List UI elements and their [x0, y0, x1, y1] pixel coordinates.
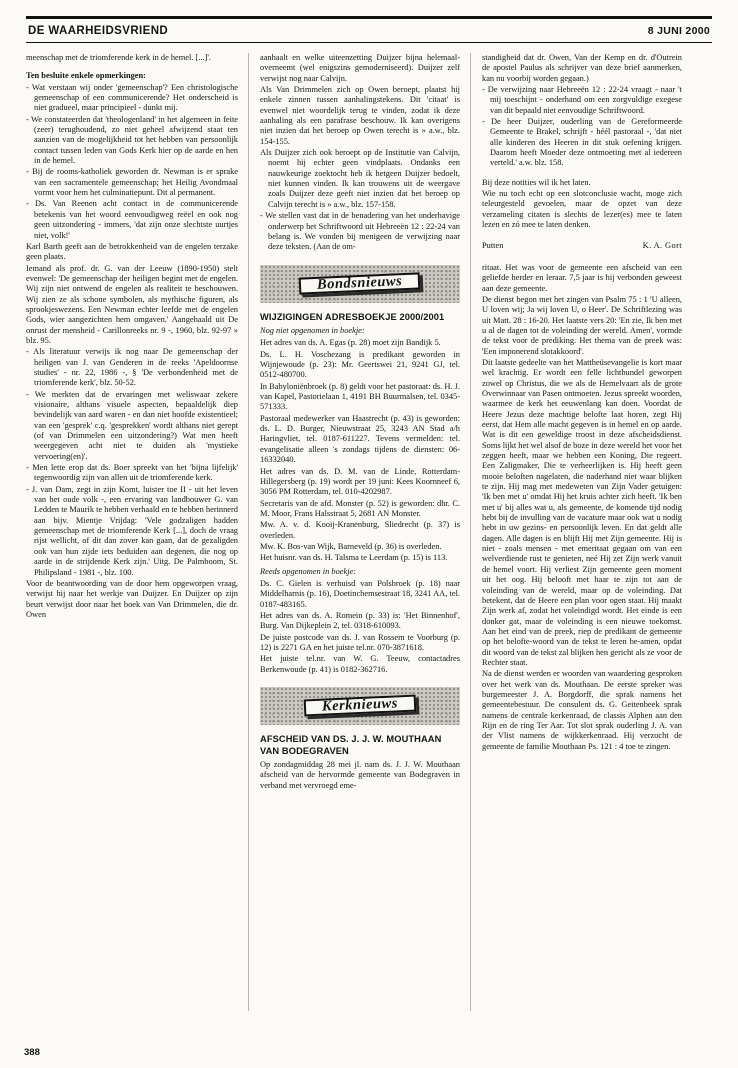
adresboekje-heading: WIJZIGINGEN ADRESBOEKJE 2000/2001	[260, 311, 445, 322]
article-columns	[26, 53, 712, 1011]
column-1	[26, 53, 238, 1011]
afscheid-continuation: Dit laatste gedeelte van het Mattheüsevangelie is kort maar wel krachtig. Er wordt een felle lichtbundel geworpen zowel op Christus, die we als de Hemelvaart als de grote Overwinnaar van Pasen ontmoeten. Jezus spreekt woorden, waarmee de kerk het eeuwenlang kan doen. Voordat de Heere Jezus deze machtige belofte laat horen, zegt Hij eerst, dat Hem alle macht gegeven is in hemel en op aarde. Wat is dit een geweldige troost in deze afscheidsdienst. Soms lijkt het wel alsof de boze in deze wereld het voor het zeggen heeft, maar we hebben een Koning, Die regeert. Een Zaligmaker, Die te verheerlijken is. Hij heeft geen mooie beloften nagelaten, die naderhand niet waar blijken te zijn. Hij mag met medeweten van Zijn Vader getuigen: 'Ik ben met u' omdat Hij het kruis achter zich heeft. 'Ik ben met u' bij alles wat u, als gemeente, de komende tijd nodig hebt bij de invulling van de vacature maar ook wat u nodig hebt in uw gezins- en persoonlijk leven. En dat geldt alle dagen. Alle dagen is en blijft Hij met Zijn gemeente. Hij is niet - zoals mensen - met emeritaat gegaan om van een welverdiende rust te genieten, neé Hij zet Zijn werk vanuit de hemel voort. Hij verliest Zijn gemeente geen moment uit het oog. Hij belooft met haar te zijn tot aan de voleinding van de wereld, maar op de voleinding. Dat betekent, dat de Heere een plan voor ogen staat. Hij maakt Zijn werk af, zodat het voleindigd wordt. Het einde is een donker gat, maar de voleinding is een nieuwe toekomst. Aan het eind van de preek, riep de predikant de gemeente op het belofte-woord van de tekst te leren be-amen, opdat dit woord van de tekst zal blijken hen gericht als ze voor de Rechter staat.	[482, 357, 682, 667]
address-change-item: Het adres van ds. A. Romein (p. 33) is: 'Het Binnenhof', Burg. Van Dijkeplein 2, tel. 0318-610093.	[260, 610, 460, 631]
remark-item: - Bij de rooms-katholiek geworden dr. Newman is er sprake van een sacramentele gemeenschap; het Heilig Avondmaal vormt voor hem het culminatiepunt. Dit al permanent.	[26, 167, 238, 198]
column-3	[470, 53, 682, 1011]
column-2	[248, 53, 460, 1011]
remark-item: - Men lette erop dat ds. Boer spreekt van het 'bijna lijfelijk' tegenwoordig zijn van allen uit de triomferende kerk.	[26, 463, 238, 483]
remark-item: - Ds. Van Reenen acht contact in de communicerende betekenis van het woord eenvoudigweg reëel en ook nog geen uitzondering - immers, 'dat zijn onze slechtste uurtjes niet, volk!'	[26, 199, 238, 240]
article-paragraph: Als Van Drimmelen zich op Owen beroept, plaatst hij enkele zinnen tussen aanhalingstekens. Dit 'citaat' is evenwel niet woordelijk terug te vinden, zodat ik deze aanhaling als een parafrase beschouw. Ik kan overigens niet inzien dat het beroep op Owen terecht is » a.w., blz. 154-155.	[260, 85, 460, 146]
article-paragraph: - De heer Duijzer, ouderling van de Gereformeerde Gemeente te Brakel, schrijft - héél pastoraal -, 'dat niet alle kinderen des Heeren in dit stuk oefening krijgen. Daarom heeft Moeder deze ontmoeting met al iedereen verteld.' a.w. blz. 158.	[482, 117, 682, 168]
signature-name: K. A. Gort	[642, 240, 682, 250]
remark-item: Iemand als prof. dr. G. van der Leeuw (1890-1950) stelt evenwel: 'De gemeenschap der heiligen begint met de engelen. Wij zijn niet ontwend de engelen als realiteit te beschouwen. Wij zien ze als schone symbolen, als mythische figuren, als sprookjeswezens. Een Newman echter leefde met de engelen Gods, wier aangezichten hem omgaven.' Aangehaald uit De onrust der mensheid - Carillonreeks nr. 9 -, 1960, blz. 92-97 » blz. 95.	[26, 263, 238, 345]
remark-item: - Als literatuur verwijs ik nog naar De gemeenschap der heiligen van J. van Genderen in de reeks 'Apeldoornse studies' - nr. 22, 1986 -, § 'De verbondenheid met de triomferende kerk', blz. 50-52.	[26, 347, 238, 388]
masthead	[26, 16, 712, 43]
issue-date: 8 JUNI 2000	[647, 25, 710, 37]
kerknieuws-banner	[260, 687, 460, 725]
address-change-item: Het juiste tel.nr. van W. G. Teeuw, contactadres Berkenwoude (p. 41) is 0182-362716.	[260, 654, 460, 674]
bondsnieuws-banner-label: Bondsnieuws	[299, 272, 421, 295]
address-change-item: Het adres van ds. D. M. van de Linde, Rotterdam-Hillegersberg (p. 19) wordt per 19 juni: Kees Koornneef 6, 3056 PM Rotterdam, tel. 010-4202987.	[260, 466, 460, 497]
publication-title: DE WAARHEIDSVRIEND	[28, 25, 169, 37]
address-change-item: Het huisnr. van ds. H. Talsma te Leerdam (p. 15) is 113.	[260, 553, 448, 563]
signature-row	[482, 241, 682, 251]
article-paragraph: - We stellen vast dat in de benadering van het onderhavige onderwerp het Schriftwoord uit Hebreeën 12 : 22-24 van belang is. We vonden bij menigeen de verwijzing naar deze teksten. (Aan de om-	[260, 211, 460, 252]
remark-item: Karl Barth geeft aan de betrokkenheid van de engelen terzake geen plaats.	[26, 241, 238, 262]
address-change-item: Mw. A. v. d. Kooij-Kranenburg, Sliedrecht (p. 37) is overleden.	[260, 520, 460, 540]
remarks-heading: Ten besluite enkele opmerkingen:	[26, 71, 146, 81]
remark-item: - We constateerden dat 'theologenland' in het algemeen in feite (zeer) terughoudend, zo niet geheel afwijzend staat ten aanzien van de mogelijkheid tot het hebben van persoonlijk contact tussen leden van Gods Kerk hier op de aarde en hen in de hemel.	[26, 114, 238, 166]
article-paragraph: Als Duijzer zich ook beroept op de Institutie van Calvijn, noemt hij echter geen vindplaats. Ondanks een nauwkeurige zoektocht heb ik hetgeen Duijzer bedoelt, niet kunnen vinden. Ik kan trouwens uit de weergave zoals Duijzer deze geeft niet inzien dat het beroep op Calvijn terecht is » a.w., blz. 157-158.	[260, 148, 460, 209]
afscheid-heading: AFSCHEID VAN DS. J. J. W. MOUTHAAN VAN BODEGRAVEN	[260, 734, 442, 756]
closing-paragraph: Bij deze notities wil ik het laten.	[482, 177, 591, 187]
signature-place: Putten	[482, 240, 504, 250]
lead-continuation: meenschap met de triomferende kerk in de hemel. [...]'.	[26, 53, 211, 62]
address-change-item: Ds. C. Gielen is verhuisd van Polsbroek (p. 18) naar Middelharnis (p. 16), Doetinchemsestraat 18, 3241 AA, tel. 0187-483165.	[260, 578, 460, 609]
address-change-item: In Babyloniënbroek (p. 8) geldt voor het pastoraat: ds. H. J. van Kapel, Pastorielaan 1, 4191 BH Buurmalsen, tel. 0345-571333.	[260, 381, 460, 412]
address-change-item: Mw. K. Bos-van Wijk, Barneveld (p. 36) is overleden.	[260, 541, 442, 551]
remark-item: - J. van Dam, zegt in zijn Komt, luister toe II - uit het leven van het oude volk -, een ervaring van landbouwer G. van Ledden te Maurik te hebben verhaald en te hebben herinnerd aan bijv. Mientje Vrijdag: 'Vele godzaligen hadden gemeenschap met de triomferende Kerk [...], doch de vraag rijst wellicht, of dit dan zover kan gaan, dat de gezaligden ook van hun zijde iets beduiden aan degenen, die nog op aarde in de strijdende Kerk zijn.' Uitg. De Palmboom, St. Philipsland - 1981 -, blz. 100.	[26, 484, 238, 577]
address-change-item: Secretaris van de afd. Monster (p. 52) is geworden: dhr. C. M. Moor, Frans Halsstraat 5, 2681 AN Monster.	[260, 498, 460, 518]
remark-item: - Wat verstaan wij onder 'gemeenschap'? Een christologische gemeenschap of een communicerende? Het onderscheid is niet gradueel, maar principieel - dunkt mij.	[26, 82, 238, 113]
already-included-label: Reeds opgenomen in boekje:	[260, 566, 357, 576]
kerknieuws-banner-label: Kerknieuws	[304, 695, 417, 717]
afscheid-continuation: ritaat. Het was voor de gemeente een afscheid van een geliefde herder en leraar. 7,5 jaar is hij verbonden geweest aan deze gemeente.	[482, 262, 682, 293]
afscheid-continuation: De dienst begon met het zingen van Psalm 75 : 1 'U alleen, U loven wij; Ja wij loven U, o Heer'. De Schriftlezing was uit Matt. 28 : 16-20. Het laatste vers 20: 'En zie, Ik ben met u al de dagen tot de voleinding der wereld. Amen', vormde de tekst voor de prediking. Het thema van de preek was: 'Een imponerend slotakkoord'.	[482, 294, 682, 356]
article-paragraph: - De verwijzing naar Hebreeën 12 : 22-24 vraagt - naar 't mij toeschijnt - onderhand om een zorgvuldige exegese van dit bepaald niet eenvoudige Schriftwoord.	[482, 85, 682, 115]
remark-item: - We merkten dat de ervaringen met weliswaar zekere visionaire, althans visuele aspecten, bepaaldelijk diep bevindelijk van aard waren - en dan niet hoofde existentieel; van een 'gesprek' c.q. 'gesprekken' wordt althans niet gerept (of van Drimmelen een uitzondering?) Wat men heeft weergegeven acht niet te duiden als 'mystieke vervoering(en)'.	[26, 389, 238, 461]
article-paragraph: standigheid dat dr. Owen, Van der Kemp en dr. d'Outrein de apostel Paulus als schrijver van deze brief aanmerken, kan nu voorbij worden gegaan.)	[482, 53, 682, 83]
address-change-item: De juiste postcode van ds. J. van Rossem te Voorburg (p. 12) is 2271 GA en het juiste tel.nr. 070-3871618.	[260, 632, 460, 652]
afscheid-paragraph: Op zondagmiddag 28 mei jl. nam ds. J. J. W. Mouthaan afscheid van de hervormde gemeente van Bodegraven in verband met vervroegd eme-	[260, 760, 460, 790]
address-change-item: Het adres van ds. A. Egas (p. 28) moet zijn Bandijk 5.	[260, 338, 441, 348]
afscheid-continuation: Na de dienst werden er woorden van waardering gesproken over het werk van ds. Mouthaan. De eerste spreker was burgemeester J. A. Borgdorff, die sprak namens het gemeentebestuur. De consulent ds. G. Geitenbeek sprak namens de centrale kerkenraad, de classis Alphen aan den Rijn en de ring Ter Aar. Tot slot sprak ouderling J. A. van der Vlist namens de wijkkerkenraad. Hij verzocht de gemeente de familie Mouthaan Ps. 121 : 4 toe te zingen.	[482, 669, 682, 751]
bondsnieuws-banner	[260, 265, 460, 303]
closing-paragraph: Wie nu toch echt op een slotconclusie wacht, moge zich teleurgesteld gevoelen, maar de opzet van deze verzameling citaten is slechts de lezer(es) mee te laten lezen en zó mee te laten denken.	[482, 189, 682, 230]
not-yet-included-label: Nog niet opgenomen in boekje:	[260, 326, 365, 336]
address-change-item: Pastoraal medewerker van Haastrecht (p. 43) is geworden: ds. L. D. Burger, Nieuwstraat 25, 3243 AN Stad a/h Haringvliet, tel. 0187-611227. Tevens vermelden: tel. evangelisatie alleen 's zondags tijdens de diensten: 06-16332040.	[260, 413, 460, 465]
page-number: 388	[24, 1047, 40, 1058]
remark-item: Voor de beantwoording van de door hem opgeworpen vraag, verwijst hij naar het werkje van Duijzer. En Duijzer op zijn beurt verwijst door naar het boek van Van Drimmelen, die dr. Owen	[26, 578, 238, 619]
article-paragraph: aanhaalt en welke uiteenzetting Duijzer bijna helemaal- overneemt (wel enigszins gemoderniseerd). Duijzer zelf verwijst nog naar Calvijn.	[260, 53, 460, 83]
address-change-item: Ds. L. H. Voschezang is predikant geworden in Wijnjewoude (p. 23): Mr. Geertswei 21, 9241 GJ, tel. 0512-480700.	[260, 349, 460, 380]
